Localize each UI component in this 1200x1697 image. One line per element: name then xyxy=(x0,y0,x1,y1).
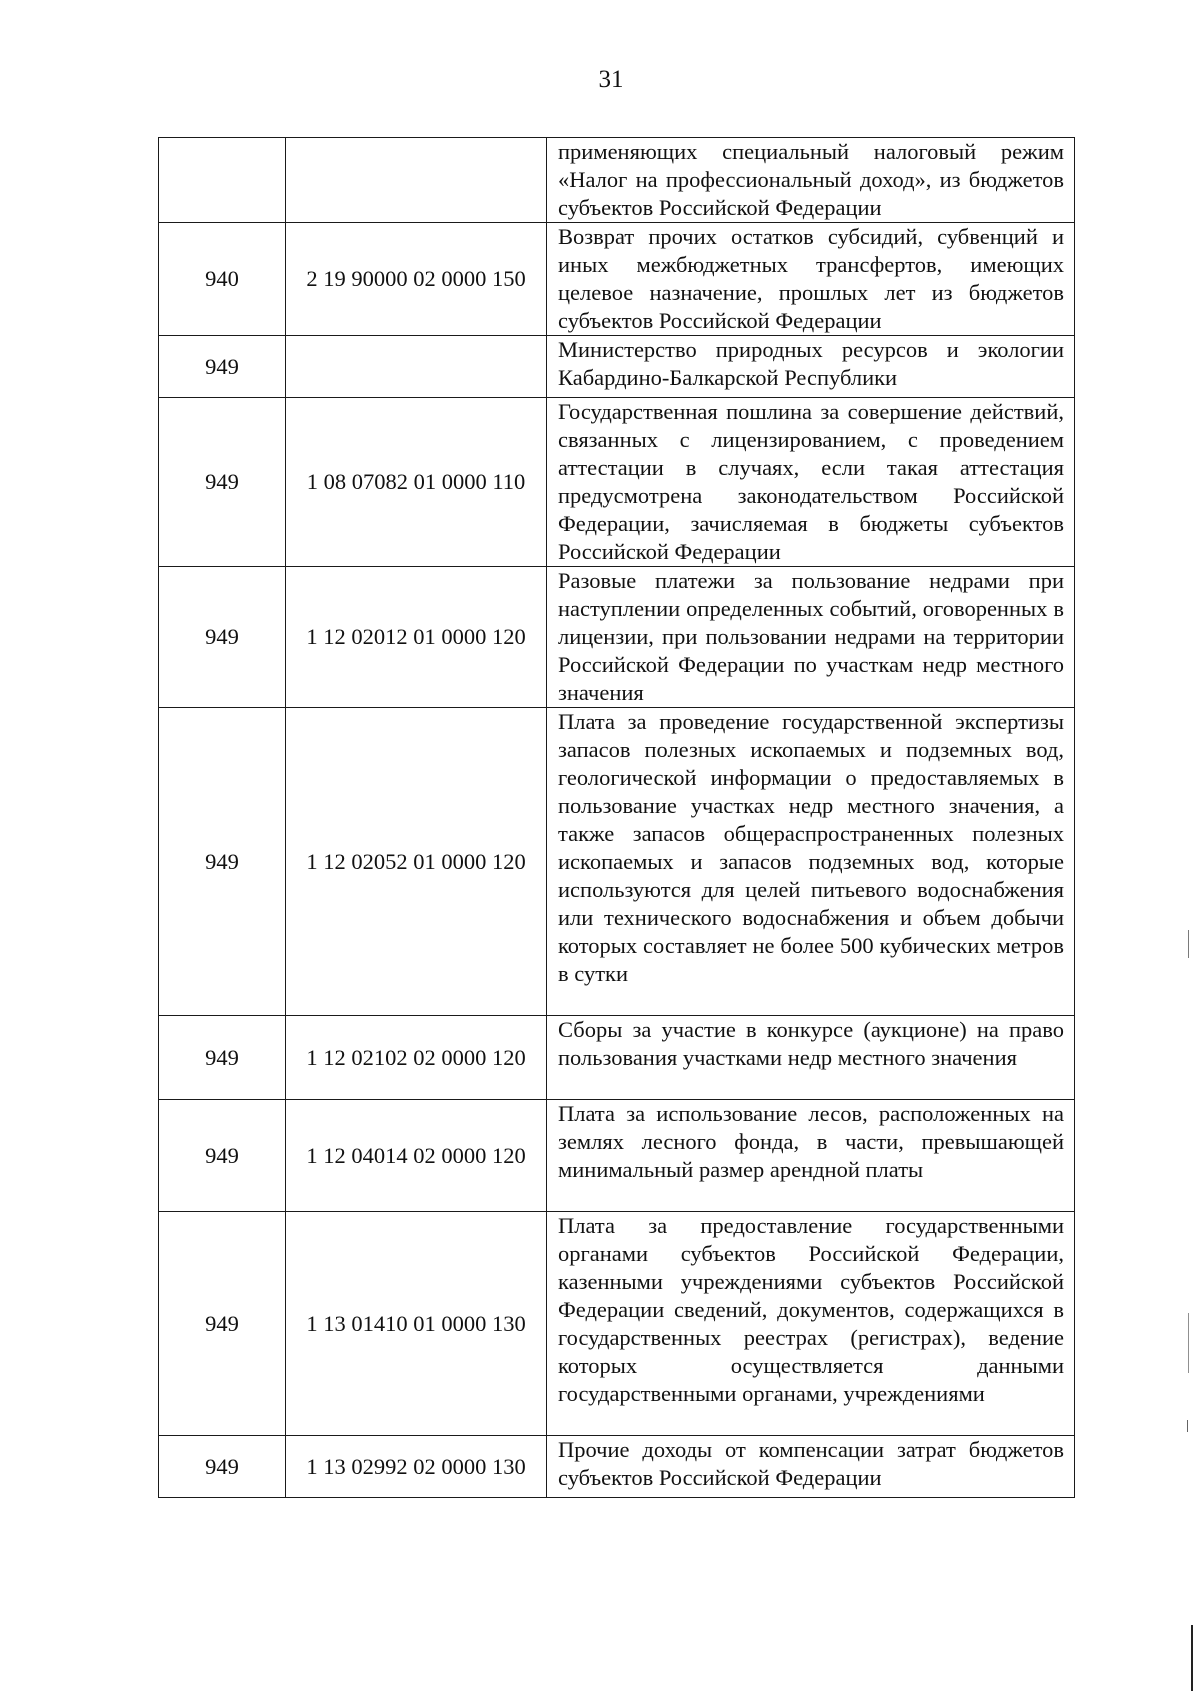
income-name-cell: Плата за проведение государственной экспертизы запасов полезных ископаемых и подземных вод, геологической информации о предоставляемых в пользование участках недр местного значения, а также запасов общераспространенных полезных ископаемых и запасов подземных вод, которые используются для целей питьевого водоснабжения или технического водоснабжения и объем добычи которых составляет не более 500 кубических метров в сутки xyxy=(547,708,1075,1016)
income-name-cell: Министерство природных ресурсов и экологии Кабардино-Балкарской Республики xyxy=(547,336,1075,398)
table-row xyxy=(159,138,1075,223)
admin-code-cell: 949 xyxy=(159,1436,286,1498)
admin-code-cell xyxy=(159,138,286,223)
admin-code-cell: 949 xyxy=(159,1016,286,1100)
income-name-cell: Возврат прочих остатков субсидий, субвенций и иных межбюджетных трансфертов, имеющих целевое назначение, прошлых лет из бюджетов субъектов Российской Федерации xyxy=(547,223,1075,336)
table-row xyxy=(159,336,1075,398)
budget-code-cell: 1 12 02012 01 0000 120 xyxy=(286,567,547,708)
scan-artifact-mark xyxy=(1191,1625,1193,1691)
admin-code-cell: 940 xyxy=(159,223,286,336)
budget-code-cell: 2 19 90000 02 0000 150 xyxy=(286,223,547,336)
table-row xyxy=(159,708,1075,1016)
table-row xyxy=(159,398,1075,567)
scan-artifact-mark xyxy=(1188,930,1189,958)
table-row xyxy=(159,1100,1075,1212)
income-name-cell: Сборы за участие в конкурсе (аукционе) на право пользования участками недр местного значения xyxy=(547,1016,1075,1100)
income-name-cell: Прочие доходы от компенсации затрат бюджетов субъектов Российской Федерации xyxy=(547,1436,1075,1498)
admin-code-cell: 949 xyxy=(159,567,286,708)
budget-code-cell: 1 12 02102 02 0000 120 xyxy=(286,1016,547,1100)
page-number: 31 xyxy=(598,66,624,93)
admin-code-cell: 949 xyxy=(159,708,286,1016)
admin-code-cell: 949 xyxy=(159,1212,286,1436)
budget-code-cell: 1 13 02992 02 0000 130 xyxy=(286,1436,547,1498)
income-name-cell: применяющих специальный налоговый режим «Налог на профессиональный доход», из бюджетов субъектов Российской Федерации xyxy=(547,138,1075,223)
table-row xyxy=(159,1016,1075,1100)
admin-code-cell: 949 xyxy=(159,336,286,398)
budget-code-cell: 1 12 04014 02 0000 120 xyxy=(286,1100,547,1212)
income-name-cell: Плата за использование лесов, расположенных на землях лесного фонда, в части, превышающей минимальный размер арендной платы xyxy=(547,1100,1075,1212)
table-row xyxy=(159,223,1075,336)
budget-code-cell: 1 08 07082 01 0000 110 xyxy=(286,398,547,567)
revenue-codes-table xyxy=(158,137,1075,1498)
budget-code-cell xyxy=(286,336,547,398)
budget-code-cell: 1 12 02052 01 0000 120 xyxy=(286,708,547,1016)
scan-artifact-mark xyxy=(1188,1313,1189,1373)
budget-code-cell xyxy=(286,138,547,223)
admin-code-cell: 949 xyxy=(159,398,286,567)
income-name-cell: Государственная пошлина за совершение действий, связанных с лицензированием, с проведением аттестации в случаях, если такая аттестация предусмотрена законодательством Российской Федерации, зачисляемая в бюджеты субъектов Российской Федерации xyxy=(547,398,1075,567)
income-name-cell: Плата за предоставление государственными органами субъектов Российской Федерации, казенными учреждениями субъектов Российской Федерации сведений, документов, содержащихся в государственных реестрах (регистрах), ведение которых осуществляется данными государственными органами, учреждениями xyxy=(547,1212,1075,1436)
table-row xyxy=(159,567,1075,708)
scan-artifact-mark xyxy=(1187,1420,1188,1432)
table-row xyxy=(159,1436,1075,1498)
income-name-cell: Разовые платежи за пользование недрами при наступлении определенных событий, оговоренных в лицензии, при пользовании недрами на территории Российской Федерации по участкам недр местного значения xyxy=(547,567,1075,708)
table-row xyxy=(159,1212,1075,1436)
admin-code-cell: 949 xyxy=(159,1100,286,1212)
budget-code-cell: 1 13 01410 01 0000 130 xyxy=(286,1212,547,1436)
